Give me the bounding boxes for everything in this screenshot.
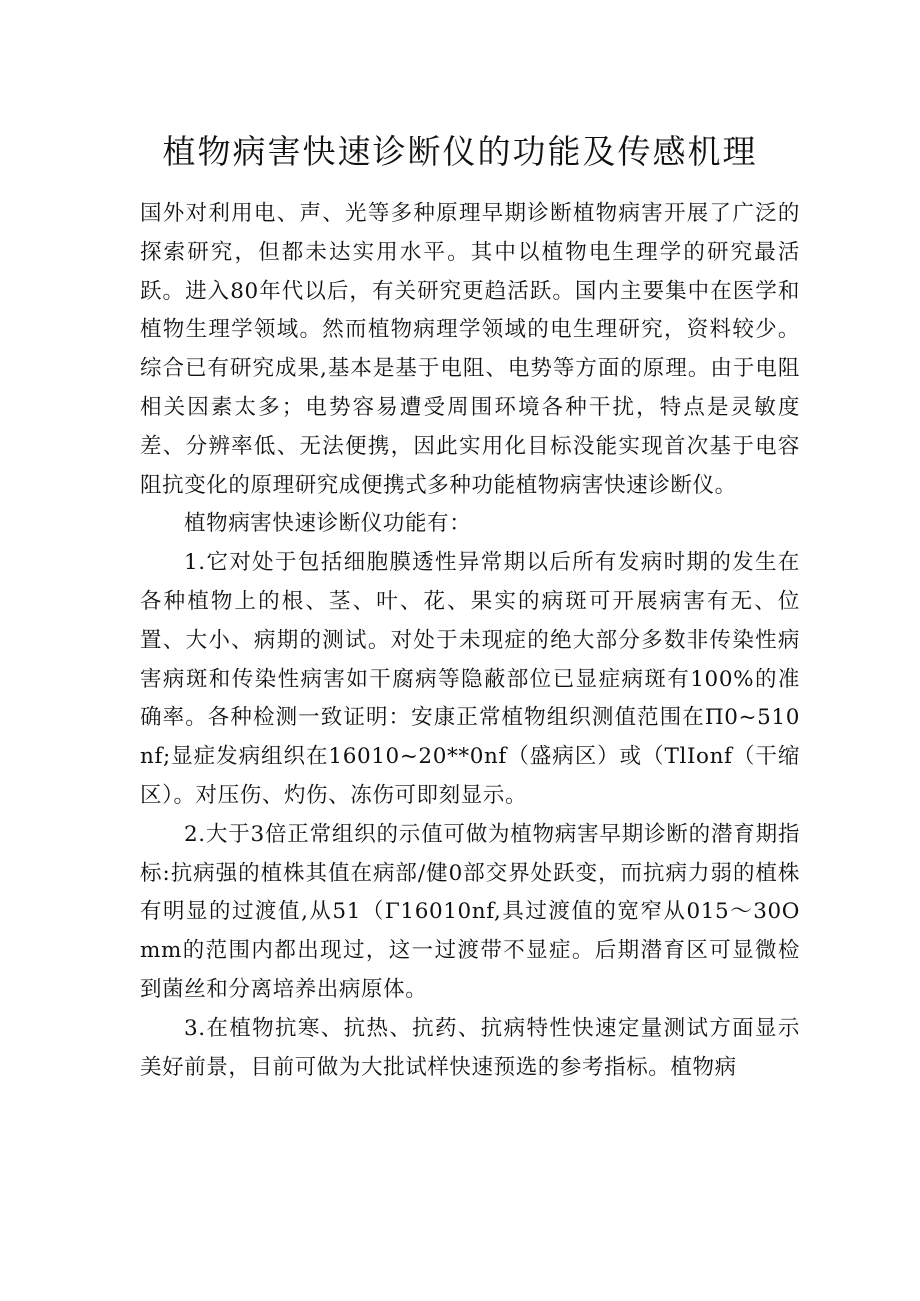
paragraph-function-1: 1.它对处于包括细胞膜透性异常期以后所有发病时期的发生在各种植物上的根、茎、叶、花、果实的病斑可开展病害有无、位置、大小、病期的测试。对处于未现症的绝大部分多数非传染性病害病斑和传染性病害如干腐病等隐蔽部位已显症病斑有100%的准确率。各种检测一致证明：安康正常植物组织测值范围在Π0~510nf;显症发病组织在16010~20**0nf（盛病区）或（TlIonf（干缩区）。对压伤、灼伤、冻伤可即刻显示。 — [140, 550, 800, 808]
paragraph-intro: 国外对利用电、声、光等多种原理早期诊断植物病害开展了广泛的探索研究，但都未达实用水平。其中以植物电生理学的研究最活跃。进入80年代以后，有关研究更趋活跃。国内主要集中在医学和植物生理学领域。然而植物病理学领域的电生理研究，资料较少。综合已有研究成果,基本是基于电阻、电势等方面的原理。由于电阻相关因素太多；电势容易遭受周围环境各种干扰，特点是灵敏度差、分辨率低、无法便携，因此实用化目标没能实现首次基于电容阻抗变化的原理研究成便携式多种功能植物病害快速诊断仪。 — [140, 201, 800, 498]
paragraph-function-3: 3.在植物抗寒、抗热、抗药、抗病特性快速定量测试方面显示美好前景，目前可做为大批试样快速预选的参考指标。植物病 — [140, 1015, 800, 1080]
paragraph-function-2: 2.大于3倍正常组织的示值可做为植物病害早期诊断的潜育期指标:抗病强的植株其值在病部/健0部交界处跃变，而抗病力弱的植株有明显的过渡值,从51（Γ16010nf,具过渡值的宽窄从015～30Omm的范围内都出现过，这一过渡带不显症。后期潜育区可显微检到菌丝和分离培养出病原体。 — [140, 821, 800, 1002]
document-body — [140, 195, 800, 1087]
document-title: 植物病害快速诊断仪的功能及传感机理 — [162, 132, 758, 171]
paragraph-functions-heading: 植物病害快速诊断仪功能有： — [184, 511, 472, 537]
